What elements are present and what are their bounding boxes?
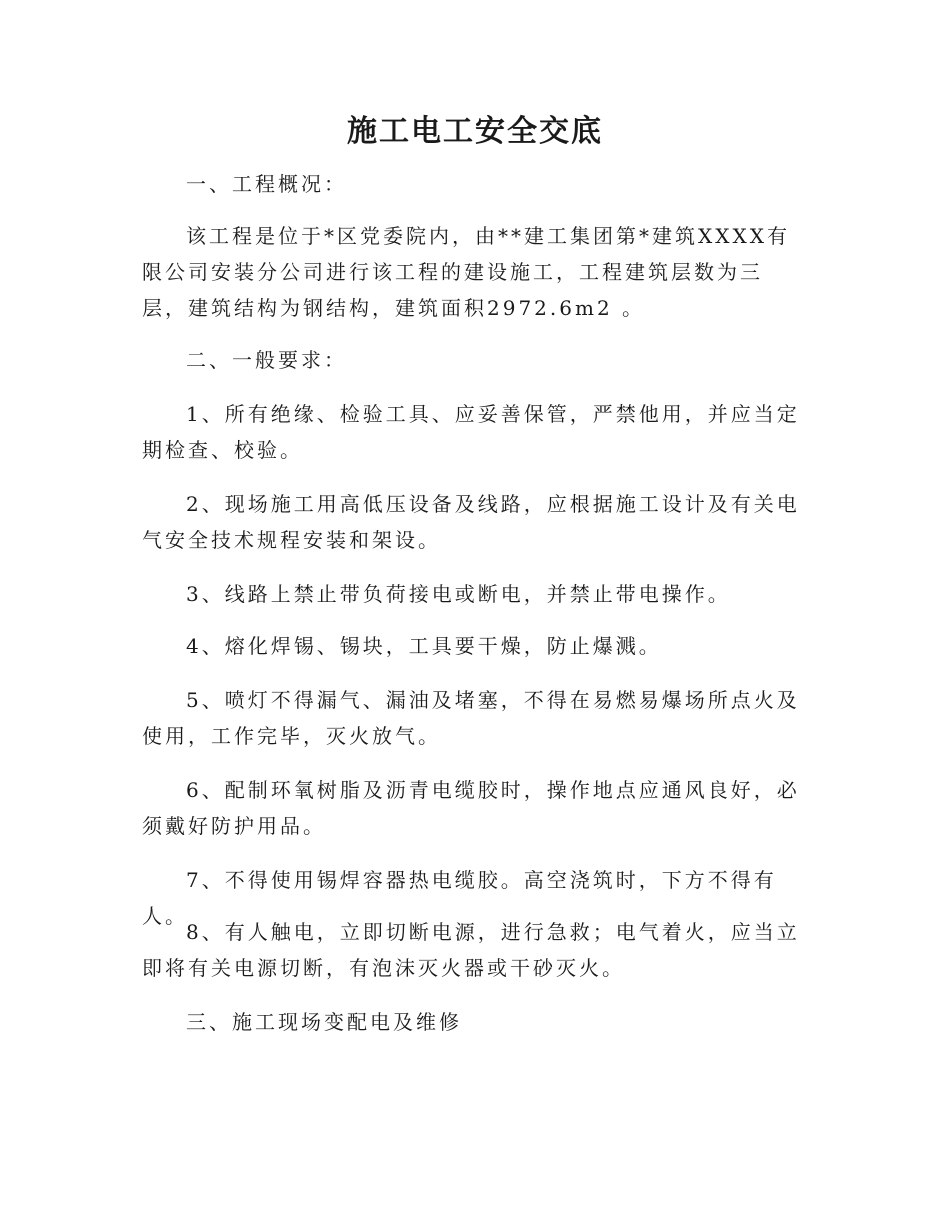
requirement-item-3: 3、线路上禁止带负荷接电或断电，并禁止带电操作。 (186, 582, 731, 606)
requirement-item-6: 6、配制环氧树脂及沥青电缆胶时，操作地点应通风良好，必须戴好防护用品。 (142, 778, 800, 838)
requirement-item-2: 2、现场施工用高低压设备及线路，应根据施工设计及有关电气安全技术规程安装和架设。 (142, 492, 800, 552)
section-heading-overview: 一、工程概况： (186, 172, 347, 196)
section-heading-general-requirements: 二、一般要求： (186, 348, 347, 372)
section-heading-substation-maintenance: 三、施工现场变配电及维修 (186, 1010, 462, 1034)
requirement-item-1: 1、所有绝缘、检验工具、应妥善保管，严禁他用，并应当定期检查、校验。 (142, 402, 800, 462)
requirement-item-7: 7、不得使用锡焊容器热电缆胶。高空浇筑时，下方不得有人。 (142, 868, 777, 928)
requirement-item-5: 5、喷灯不得漏气、漏油及堵塞，不得在易燃易爆场所点火及使用，工作完毕，灭火放气。 (142, 688, 800, 748)
document-title: 施工电工安全交底 (347, 114, 603, 149)
paragraph-overview-body: 该工程是位于*区党委院内，由**建工集团第*建筑XXXX有限公司安装分公司进行该工程的建设施工，工程建筑层数为三层，建筑结构为钢结构，建筑面积2972.6m2 。 (142, 224, 790, 320)
requirement-item-8: 8、有人触电，立即切断电源，进行急救；电气着火，应当立即将有关电源切断，有泡沫灭火器或干砂灭火。 (142, 920, 800, 980)
requirement-item-4: 4、熔化焊锡、锡块，工具要干燥，防止爆溅。 (186, 634, 662, 658)
